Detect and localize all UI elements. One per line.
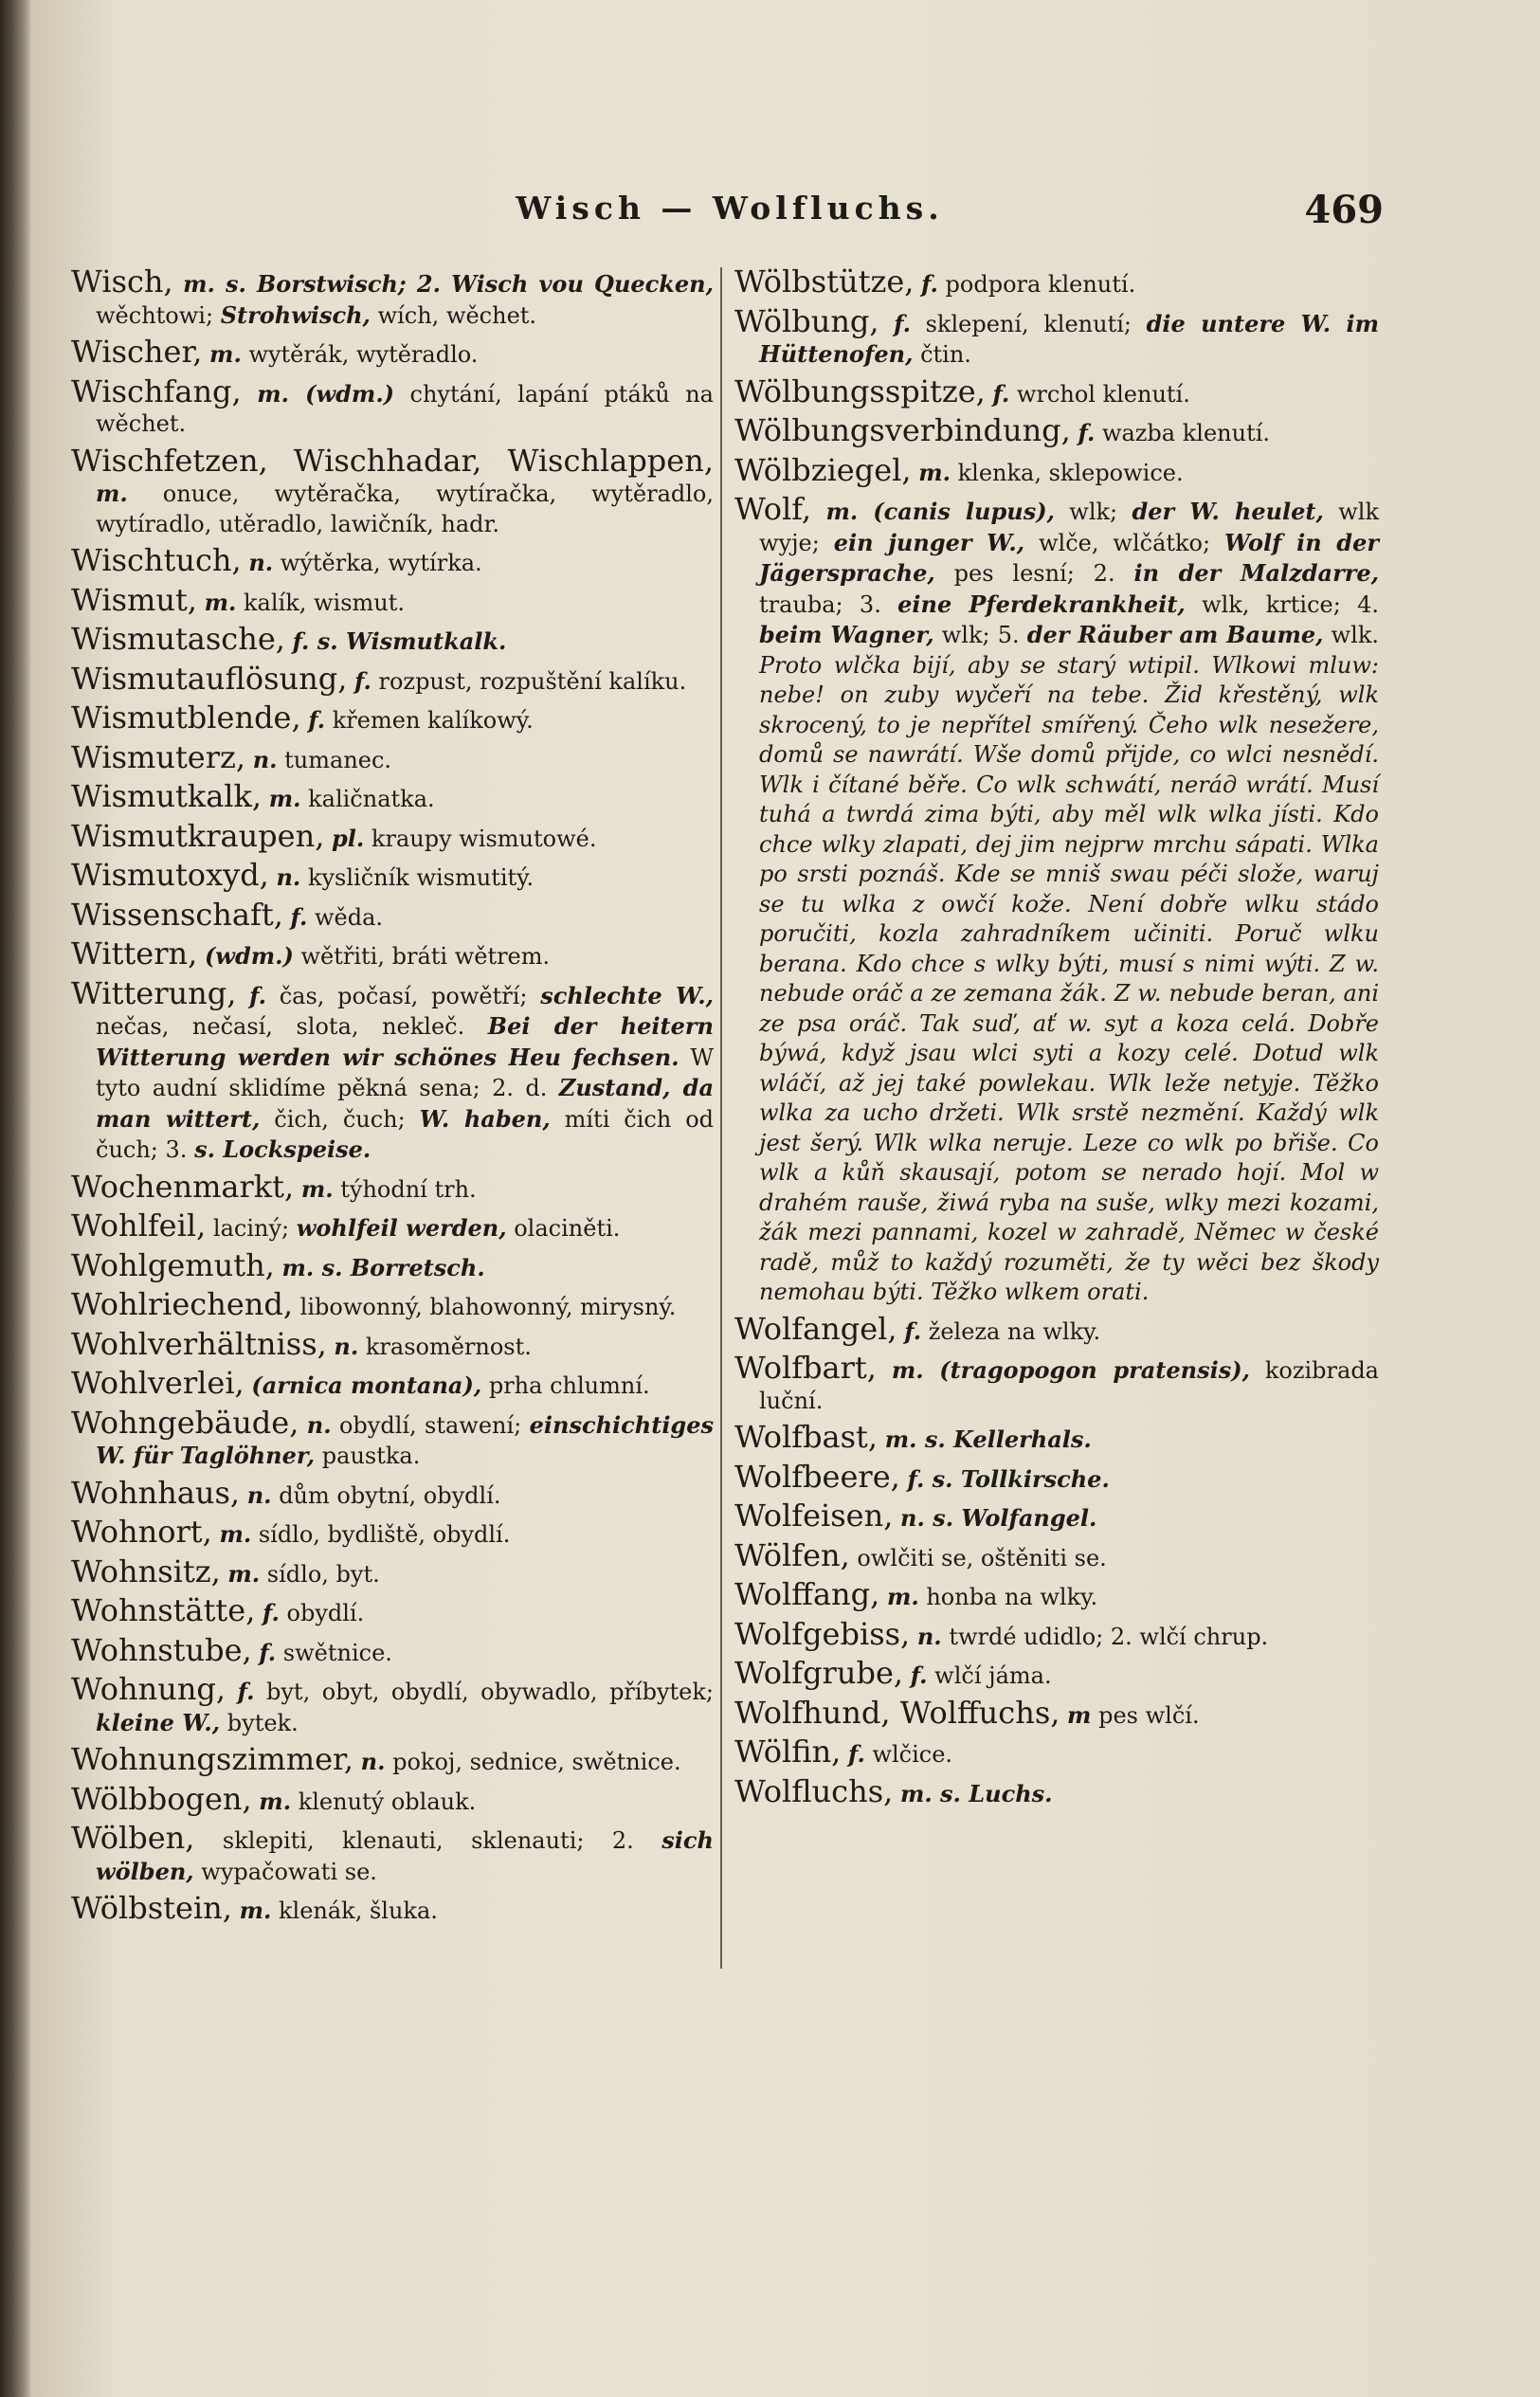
dictionary-entry	[71, 1325, 714, 1363]
entry-translation: čtin.	[920, 341, 971, 368]
page-number: 469	[1304, 188, 1384, 232]
dictionary-entry	[71, 699, 714, 736]
dictionary-entry	[734, 263, 1379, 300]
entry-grammar: n.	[246, 1480, 272, 1509]
dictionary-entry	[734, 1772, 1379, 1810]
dictionary-entry	[71, 817, 714, 855]
entry-grammar: n.	[276, 863, 301, 891]
entry-grammar: f.	[1078, 419, 1096, 446]
entry-translation: sklepení, klenutí;	[925, 310, 1132, 337]
entry-grammar: n.	[306, 1410, 332, 1439]
dictionary-entry	[71, 660, 714, 698]
dictionary-entry	[71, 334, 714, 371]
column-divider	[720, 267, 722, 1969]
entry-translation: čich, čuch;	[274, 1105, 406, 1133]
entry-translation: pokoj, sednice, swětnice.	[392, 1749, 681, 1775]
entry-translation: byt, obyt, obydlí, obywadlo, příbytek;	[266, 1679, 714, 1705]
dictionary-entry	[734, 1419, 1379, 1456]
entry-headword: Wittern,	[71, 935, 198, 972]
entry-translation: wlčí jáma.	[934, 1662, 1052, 1689]
entry-translation: libowonný, blahowonný, mirysný.	[299, 1294, 677, 1320]
entry-headword: Wissenschaft,	[71, 896, 283, 933]
entry-grammar: sich wölben,	[96, 1826, 714, 1885]
dictionary-entry	[71, 1208, 714, 1244]
entry-grammar: n.	[248, 549, 274, 576]
entry-translation: swětnice.	[282, 1639, 392, 1666]
entry-headword: Wohnungszimmer,	[71, 1741, 353, 1777]
dictionary-entry	[734, 412, 1379, 449]
entry-translation: kysličník wismutitý.	[307, 864, 534, 891]
left-column	[71, 263, 715, 1934]
entry-headword: Wolfbart,	[734, 1350, 877, 1386]
entry-grammar: f.	[904, 1317, 922, 1345]
dictionary-entry	[71, 1671, 714, 1738]
dictionary-entry	[71, 1514, 714, 1551]
dictionary-entry	[71, 1741, 714, 1778]
entry-grammar: m.	[886, 1583, 919, 1610]
entry-headword: Wohlgemuth,	[71, 1246, 275, 1283]
entry-headword: Wochenmarkt,	[71, 1168, 295, 1205]
entry-headword: Wismuterz,	[71, 738, 246, 775]
entry-headword: Wismutasche,	[71, 621, 285, 657]
entry-translation: klenák, šluka.	[278, 1898, 438, 1924]
dictionary-entry	[71, 1404, 714, 1472]
entry-headword: Wölbstütze,	[734, 263, 915, 300]
entry-translation: wěchtowi;	[96, 301, 214, 329]
entry-grammar: m.	[268, 785, 301, 812]
entry-translation: kozibrada luční.	[759, 1357, 1379, 1414]
entry-headword: Wolf,	[734, 491, 812, 527]
entry-headword: Wischtuch,	[71, 542, 242, 578]
entry-grammar: m. s. Luchs.	[899, 1779, 1053, 1807]
entry-headword: Wismutauflösung,	[71, 660, 348, 697]
entry-grammar: s. Lockspeise.	[194, 1135, 371, 1163]
entry-headword: Wölbungsverbindung,	[734, 412, 1071, 448]
entry-headword: Wismutkalk,	[71, 778, 263, 814]
entry-grammar: f.	[910, 1662, 928, 1689]
entry-headword: Wolfgebiss,	[734, 1615, 911, 1652]
entry-headword: Wohlriechend,	[71, 1286, 294, 1322]
entry-grammar: die untere W. im Hüttenofen,	[759, 309, 1379, 368]
dictionary-entry	[734, 1694, 1379, 1732]
entry-grammar: n.	[334, 1332, 359, 1360]
entry-headword: Wischfang,	[71, 372, 242, 409]
entry-headword: Wolfluchs,	[734, 1772, 894, 1809]
entry-translation: sídlo, bydliště, obydlí.	[258, 1521, 511, 1548]
entry-headword: Wolfgrube,	[734, 1655, 904, 1691]
entry-grammar: n.	[252, 745, 278, 773]
entry-translation: honba na wlky.	[926, 1584, 1098, 1610]
entry-translation: podpora klenutí.	[945, 271, 1136, 298]
dictionary-entry	[71, 738, 714, 776]
entry-grammar: m.	[96, 480, 128, 507]
entry-translation: sídlo, byt.	[266, 1560, 380, 1588]
dictionary-entry	[734, 1734, 1379, 1771]
entry-headword: Wohnstube,	[71, 1631, 252, 1668]
dictionary-entry-wolf: Wolf, m. (canis lupus), wlk; der W. heulet, wlk wyje; ein junger W., wlče, wlčátko; Wolf in der Jägersprache, pes lesní; 2. in der Malzdarre, trauba; 3. eine Pferdekrankheit, wlk, krtice; 4. beim Wagner, wlk; 5. der Räuber am Baume, wlk. Proto wlčka bijí, aby se starý wtipil. Wlkowi mluw: nebe! on zuby wyčeří na tebe. Žid křestěný, wlk skrocený, to je nepřítel smířený. Čeho wlk nesežere, domů se nawrátí. Wše domů přijde, co wlci nesnědí. Wlk i čítané běře. Co wlk schwátí, neráд wrátí. Musí tuhá a twrdá zima býti, aby měl wlk wlka jísti. Kdo chce wlky zlapati, dej jim nejprw mrchu sápati. Wlka po srsti poznáš. Kde se mniš swau péči slože, waruj se tu wlka z owčí kože. Není dobře wlku stádo poručiti, kozla zahradníkem učiniti. Poruč wlku berana. Kdo chce s wlky býti, musí s nimi wýti. Z w. nebude oráč a ze zemana žák. Z w. nebude beran, ani ze psa oráč. Tak suď, ať w. syt a koza celá. Dobře býwá, když jsau wlci syti a kozy celé. Dotud wlk wláčí, až jej také powlekau. Wlk leže netyje. Těžko wlka za ucho držeti. Wlk srstě nezmění. Každý wlk jest šerý. Wlk wlka neruje. Leze co wlk po břiše. Co wlk a kůň skausají, potom se neradо hojí. Mol w drahém rauše, žiwá ryba na suše, wlky mezi kozami, žák mezi pannami, kozel w zahradě, Němec w české radě, můž to každý rozuměti, že ty wěci bez škody nemohau býti. Těžko wlkem orati.	[734, 491, 1380, 1305]
dictionary-entry	[71, 372, 714, 440]
entry-headword: Wölfin,	[734, 1734, 842, 1770]
entry-headword: Wismutkraupen,	[71, 817, 325, 854]
entry-headword: Wölbstein,	[71, 1890, 232, 1926]
entry-translation: obydlí.	[286, 1600, 365, 1626]
entry-headword: Wohnstätte,	[71, 1592, 256, 1628]
entry-translation: týhodní trh.	[340, 1175, 477, 1203]
dictionary-entry	[71, 778, 714, 815]
dictionary-entry	[734, 1350, 1379, 1416]
entry-grammar: wohlfeil werden,	[296, 1214, 507, 1242]
entry-translation: laciný;	[212, 1215, 290, 1242]
entry-grammar: m. s. Kellerhals.	[884, 1425, 1092, 1453]
entry-translation: sklepiti, klenauti, sklenauti; 2.	[222, 1827, 634, 1854]
entry-grammar: m.	[259, 1787, 292, 1815]
entry-translation: klenka, sklepowice.	[957, 459, 1184, 486]
entry-grammar: m. s. Borretsch.	[281, 1253, 485, 1281]
entry-grammar: m. (tragopogon pratensis),	[891, 1356, 1250, 1384]
dictionary-entry	[71, 1365, 714, 1402]
entry-headword: Wolfhund, Wolffuchs,	[734, 1694, 1060, 1731]
entry-translation: wytěrák, wytěradlo.	[248, 341, 479, 368]
entry-grammar: n. s. Wolfangel.	[900, 1504, 1097, 1532]
dictionary-entry	[71, 974, 715, 1166]
dictionary-entry	[71, 1168, 714, 1206]
entry-headword: Wolfangel,	[734, 1310, 897, 1347]
entry-headword: Wohnung,	[71, 1671, 226, 1707]
entry-translation: twrdé udidlo; 2. wlčí chrup.	[949, 1623, 1269, 1650]
entry-grammar: W. haben,	[419, 1104, 551, 1133]
entry-grammar: schlechte W.,	[540, 981, 714, 1009]
right-column	[734, 263, 1380, 1816]
entry-grammar: einschichtiges W. für Taglöhner,	[96, 1410, 714, 1469]
entry-translation: křemen kalíkowý.	[332, 707, 534, 734]
entry-headword: Wohnort,	[71, 1514, 212, 1550]
entry-grammar: m.	[918, 458, 951, 486]
entry-headword: Wohnsitz,	[71, 1553, 221, 1589]
entry-grammar: Zustand, da man wittert,	[96, 1074, 714, 1133]
entry-translation: olaciněti.	[514, 1215, 621, 1242]
entry-grammar: m. s. Borstwisch; 2. Wisch vou Quecken,	[183, 270, 714, 298]
entry-headword: Wölbziegel,	[734, 451, 912, 488]
entry-grammar: f.	[308, 706, 326, 734]
book-binding-shadow	[0, 0, 32, 2397]
dictionary-entry	[71, 1820, 714, 1887]
entry-translation: wích, wěchet.	[377, 301, 537, 329]
entry-grammar: f.	[847, 1740, 865, 1768]
entry-grammar: f.	[894, 309, 911, 337]
entry-headword: Wolffang,	[734, 1576, 880, 1612]
entry-headword: Wohnhaus,	[71, 1474, 241, 1511]
dictionary-entry	[734, 372, 1379, 410]
entry-translation: onuce, wytěračka, wytíračka, wytěradlo, wytíradlo, utěradlo, lawičník, hadr.	[96, 481, 714, 537]
dictionary-entry	[71, 621, 714, 658]
entry-translation: dům obytní, obydlí.	[279, 1481, 501, 1509]
entry-grammar: m.	[204, 588, 237, 616]
entry-translation: wětřiti, bráti wětrem.	[300, 943, 551, 970]
entry-grammar: m.	[239, 1897, 272, 1924]
entry-translation: chytání, lapání ptáků na wěchet.	[96, 380, 714, 437]
entry-grammar: m.	[209, 340, 242, 368]
entry-grammar: (wdm.)	[204, 942, 294, 970]
dictionary-entry	[734, 1576, 1379, 1613]
entry-translation: W tyto audní sklidíme pěkná sena; 2. d.	[96, 1044, 714, 1101]
entry-grammar: f.	[263, 1599, 280, 1626]
entry-translation: wrchol klenutí.	[1016, 380, 1190, 408]
entry-headword: Wohlfeil,	[71, 1208, 207, 1244]
entry-translation: pes wlčí.	[1098, 1701, 1200, 1729]
entry-headword: Wismutoxyd,	[71, 857, 269, 893]
dictionary-entry	[734, 1655, 1379, 1692]
entry-grammar: n.	[916, 1622, 942, 1650]
entry-headword: Wischer,	[71, 334, 203, 370]
entry-grammar: m.	[219, 1520, 252, 1548]
entry-translation: wypačowati se.	[201, 1858, 377, 1885]
entry-translation: čas, počasí, powětří;	[279, 982, 528, 1009]
entry-headword: Wisch,	[71, 263, 173, 300]
dictionary-entry	[734, 451, 1379, 489]
entry-headword: Wölben,	[71, 1820, 195, 1856]
dictionary-entry	[71, 542, 714, 579]
entry-translation: železa na wlky.	[928, 1317, 1101, 1345]
dictionary-entry	[734, 1536, 1379, 1574]
entry-grammar: f.	[992, 379, 1010, 408]
entry-translation: míti čich od čuch; 3.	[96, 1105, 715, 1163]
entry-grammar: Bei der heitern Witterung werden wir schönes Heu fechsen.	[96, 1012, 714, 1071]
dictionary-entry	[71, 263, 714, 331]
entry-translation: klenutý oblauk.	[298, 1788, 477, 1815]
entry-headword: Wölbungsspitze,	[734, 372, 986, 409]
dictionary-entry	[734, 1615, 1379, 1653]
dictionary-entry	[734, 1498, 1379, 1534]
entry-grammar: kleine W.,	[96, 1708, 221, 1736]
entry-translation: kaličnatka.	[308, 786, 435, 812]
entry-headword: Wolfbeere,	[734, 1458, 900, 1495]
proverbs-text: Proto wlčka bijí, aby se starý wtipil. Wlkowi mluw: nebe! on zuby wyčeří na tebe. Žid křestěný, wlk skrocený, to je nepřítel smířený. Čeho wlk nesežere, domů se nawrátí. Wše domů přijde, co wlci nesnědí. Wlk i čítané běře. Co wlk schwátí, neráд wrátí. Musí tuhá a twrdá zima býti, aby měl wlk wlka jísti. Kdo chce wlky zlapati, dej jim nejprw mrchu sápati. Wlka po srsti poznáš. Kde se mniš swau péči slože, waruj se tu wlka z owčí kože. Není dobře wlku stádo poručiti, kozla zahradníkem učiniti. Poruč wlku berana. Kdo chce s wlky býti, musí s nimi wýti. Z w. nebude oráč a ze zemana žák. Z w. nebude beran, ani ze psa oráč. Tak suď, ať w. syt a koza celá. Dobře býwá, když jsau wlci syti a kozy celé. Dotud wlk wláčí, až jej také powlekau. Wlk leže netyje. Těžko wlka za ucho držeti. Wlk srstě nezmění. Každý wlk jest šerý. Wlk wlka neruje. Leze co wlk po břiše. Co wlk a kůň skausají, potom se neradо hojí. Mol w drahém rauše, žiwá ryba na suše, wlky mezi kozami, žák mezi pannami, kozel w zahradě, Němec w české radě, můž to každý rozuměti, že ty wěci bez škody nemohau býti. Těžko wlkem orati.	[759, 651, 1379, 1305]
entry-headword: Wölbbogen,	[71, 1780, 252, 1817]
dictionary-entry	[71, 857, 714, 894]
entry-grammar: m.	[300, 1174, 334, 1203]
entry-translation: wěda.	[314, 903, 384, 931]
entry-translation: kraupy wismutowé.	[371, 825, 597, 852]
entry-translation: krasoměrnost.	[365, 1333, 532, 1360]
entry-translation: nečas, nečasí, slota, nekleč.	[96, 1013, 465, 1040]
entry-grammar: f.	[237, 1678, 255, 1705]
entry-headword: Wolfbast,	[734, 1419, 879, 1455]
entry-grammar: n.	[360, 1748, 386, 1775]
entry-translation: owlčiti se, oštěniti se.	[857, 1544, 1107, 1571]
entry-translation: paustka.	[321, 1443, 421, 1469]
entry-headword: Wölfen,	[734, 1536, 850, 1573]
dictionary-entry	[71, 1474, 714, 1512]
dictionary-entry	[734, 302, 1379, 371]
dictionary-entry	[71, 1592, 714, 1629]
entry-grammar: f.	[290, 902, 308, 931]
entry-grammar: f.	[249, 981, 266, 1009]
dictionary-entry	[71, 1631, 714, 1669]
dictionary-entry	[71, 1286, 714, 1323]
dictionary-entry	[71, 935, 714, 972]
entry-headword: Wismut,	[71, 581, 197, 618]
entry-translation: obydlí, stawení;	[338, 1411, 522, 1439]
entry-headword: Wolfeisen,	[734, 1498, 894, 1534]
dictionary-entry	[71, 442, 714, 540]
entry-grammar: (arnica montana),	[251, 1371, 482, 1399]
dictionary-entry	[71, 1246, 714, 1284]
entry-grammar: f.	[259, 1638, 277, 1666]
entry-translation: wýtěrka, wytírka.	[280, 550, 482, 576]
entry-headword: Wischfetzen, Wischhadar, Wischlappen,	[71, 442, 714, 479]
entry-translation: rozpust, rozpuštění kalíku.	[378, 667, 687, 695]
entry-translation: wlčice.	[872, 1741, 953, 1768]
entry-headword: Wölbung,	[734, 302, 879, 339]
entry-headword: Wohlverlei,	[71, 1365, 245, 1401]
dictionary-entry	[71, 1780, 714, 1818]
entry-translation: kalík, wismut.	[244, 589, 406, 616]
running-header: Wisch — Wolfluchs.	[516, 190, 944, 227]
entry-grammar: f.	[354, 666, 371, 695]
entry-headword: Witterung,	[71, 974, 237, 1011]
entry-translation: bytek.	[226, 1709, 299, 1736]
dictionary-entry	[734, 1310, 1379, 1348]
entry-headword: Wohngebäude,	[71, 1404, 299, 1441]
dictionary-entry	[71, 896, 714, 934]
entry-grammar: f.	[921, 270, 938, 298]
entry-headword: Wohlverhältniss,	[71, 1325, 327, 1362]
entry-grammar: m. (wdm.)	[257, 379, 395, 408]
dictionary-entry	[71, 581, 714, 619]
entry-grammar: f. s. Tollkirsche.	[907, 1464, 1110, 1493]
dictionary-entry	[71, 1890, 714, 1927]
entry-grammar: pl.	[332, 824, 365, 852]
entry-grammar: Strohwisch,	[220, 300, 371, 329]
entry-grammar: f. s. Wismutkalk.	[292, 627, 507, 655]
dictionary-entry	[71, 1553, 714, 1590]
entry-grammar: m	[1067, 1700, 1092, 1729]
entry-headword: Wismutblende,	[71, 699, 301, 735]
entry-translation: wazba klenutí.	[1101, 420, 1271, 446]
entry-translation: tumanec.	[284, 746, 392, 773]
entry-grammar: m.	[227, 1559, 261, 1588]
dictionary-entry	[734, 1458, 1379, 1496]
entry-translation: prha chlumní.	[488, 1372, 650, 1399]
